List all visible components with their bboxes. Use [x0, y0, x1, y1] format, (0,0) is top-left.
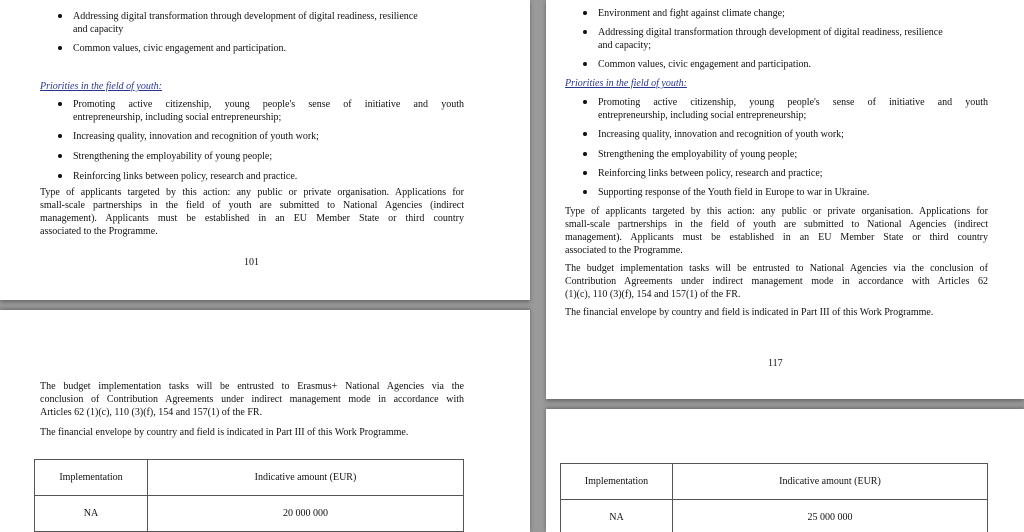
list-item: Environment and fight against climate change;: [598, 8, 785, 19]
applicants-text-line: associated to the Programme.: [40, 226, 158, 237]
priority-item: Strengthening the employability of young people;: [598, 149, 798, 160]
list-item: Common values, civic engagement and participation.: [598, 59, 811, 70]
amount-table: [560, 463, 988, 532]
list-item-continuation: and capacity;: [598, 40, 652, 51]
priority-item: Promoting active citizenship, young people's sense of initiative and youth: [598, 97, 988, 108]
applicants-text-line: management). Applicants must be established in an EU Member State or third country: [565, 232, 988, 243]
left-page-top: [0, 0, 530, 300]
envelope-text: The financial envelope by country and field is indicated in Part III of this Work Programme.: [565, 307, 934, 318]
priority-item-continuation: entrepreneurship, including social entrepreneurship;: [598, 110, 807, 121]
applicants-text-line: management). Applicants must be established in an EU Member State or third country: [40, 213, 464, 224]
budget-text-line: The budget implementation tasks will be entrusted to National Agencies via the conclusion of: [565, 263, 988, 274]
applicants-text-line: Type of applicants targeted by this action: any public or private organisation. Applications for: [40, 187, 464, 198]
right-page-top: [546, 0, 1024, 399]
cell-implementation: NA: [35, 496, 148, 532]
table-row: [561, 500, 988, 532]
table-row: [35, 496, 464, 532]
priorities-heading: Priorities in the field of youth:: [40, 81, 162, 92]
priority-item: Reinforcing links between policy, research and practice;: [598, 168, 823, 179]
applicants-text-line: small-scale partnerships in the field of youth are submitted to National Agencies (indirect: [565, 219, 988, 230]
priority-item: Increasing quality, innovation and recognition of youth work;: [73, 131, 319, 142]
header-indicative-amount: Indicative amount (EUR): [148, 460, 464, 496]
page-number: 117: [768, 358, 783, 369]
left-page-bottom: [0, 310, 530, 532]
cell-amount: 20 000 000: [148, 496, 464, 532]
list-item: Common values, civic engagement and participation.: [73, 43, 286, 54]
table-header-row: [35, 460, 464, 496]
budget-text-line: conclusion of Contribution Agreements under indirect management mode in accordance with: [40, 394, 464, 405]
list-item: Addressing digital transformation through development of digital readiness, resilience: [598, 27, 943, 38]
budget-text-line: Contribution Agreements under indirect management mode in accordance with Articles 62: [565, 276, 988, 287]
applicants-text-line: associated to the Programme.: [565, 245, 683, 256]
header-implementation: Implementation: [561, 464, 673, 500]
priorities-heading: Priorities in the field of youth:: [565, 78, 687, 89]
right-page-bottom: [546, 409, 1024, 532]
header-indicative-amount: Indicative amount (EUR): [673, 464, 988, 500]
budget-text-line: Articles 62 (1)(c), 110 (3)(f), 154 and 157(1) of the FR.: [40, 407, 263, 418]
list-item: Addressing digital transformation through development of digital readiness, resilience: [73, 11, 418, 22]
priority-item: Increasing quality, innovation and recognition of youth work;: [598, 129, 844, 140]
priority-item: Supporting response of the Youth field in Europe to war in Ukraine.: [598, 187, 870, 198]
budget-text-line: The budget implementation tasks will be entrusted to Erasmus+ National Agencies via the: [40, 381, 464, 392]
header-implementation: Implementation: [35, 460, 148, 496]
amount-table: [34, 459, 464, 532]
cell-amount: 25 000 000: [673, 500, 988, 532]
priority-item: Reinforcing links between policy, research and practice.: [73, 171, 298, 182]
cell-implementation: NA: [561, 500, 673, 532]
priority-item-continuation: entrepreneurship, including social entrepreneurship;: [73, 112, 282, 123]
applicants-text-line: small-scale partnerships in the field of youth are submitted to National Agencies (indirect: [40, 200, 464, 211]
envelope-text: The financial envelope by country and field is indicated in Part III of this Work Programme.: [40, 427, 409, 438]
budget-text-line: (1)(c), 110 (3)(f), 154 and 157(1) of the FR.: [565, 289, 741, 300]
table-header-row: [561, 464, 988, 500]
priority-item: Strengthening the employability of young people;: [73, 151, 273, 162]
priority-item: Promoting active citizenship, young people's sense of initiative and youth: [73, 99, 464, 110]
list-item-continuation: and capacity: [73, 24, 124, 35]
page-number: 101: [244, 257, 259, 268]
applicants-text-line: Type of applicants targeted by this action: any public or private organisation. Applications for: [565, 206, 988, 217]
